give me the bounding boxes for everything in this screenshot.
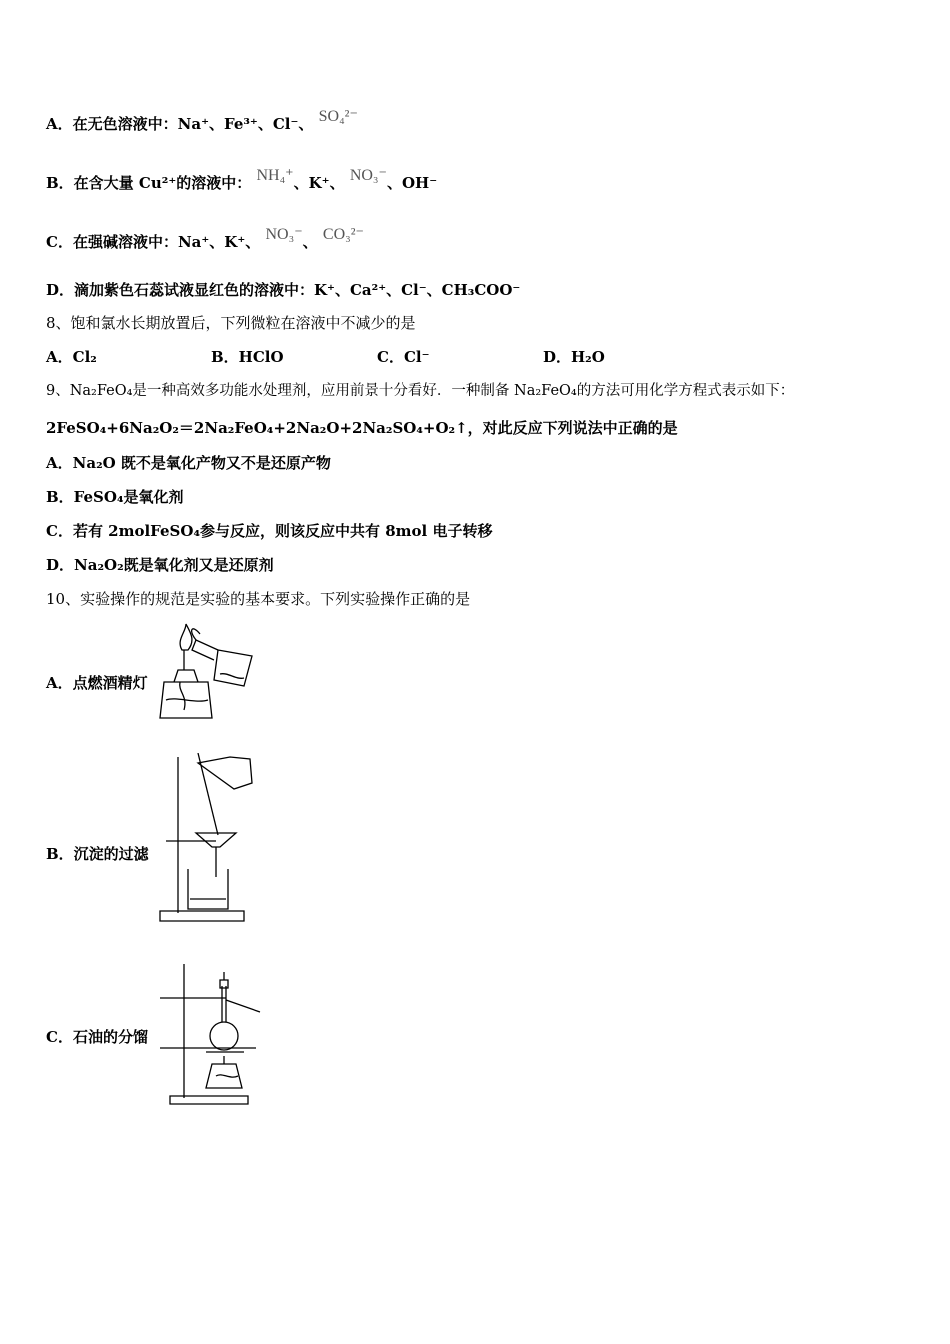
q9-option-c: C．若有 2molFeSO₄参与反应，则该反应中共有 8mol 电子转移	[46, 522, 493, 540]
q7-option-b: B．在含大量 Cu²⁺的溶液中： NH₄⁺、K⁺、 NO₃⁻、OH⁻	[46, 167, 438, 192]
q10-option-a-label: A．点燃酒精灯	[46, 674, 148, 692]
alcohol-lamp-lighting-figure	[156, 620, 262, 726]
q7-option-a: A．在无色溶液中：Na⁺、Fe³⁺、Cl⁻、 SO₄²⁻	[46, 108, 358, 133]
q8-options	[46, 347, 646, 367]
q7-option-c: C．在强碱溶液中：Na⁺、K⁺、 NO₃⁻、 CO₃²⁻	[46, 226, 364, 251]
q9-stem-line1: 9、Na₂FeO₄是一种高效多功能水处理剂，应用前景十分看好．一种制备 Na₂FeO₄的方法可用化学方程式表示如下：	[46, 383, 795, 399]
q9-option-a: A．Na₂O 既不是氧化产物又不是还原产物	[46, 454, 331, 472]
q7-option-d: D．滴加紫色石蕊试液显红色的溶液中：K⁺、Ca²⁺、Cl⁻、CH₃COO⁻	[46, 281, 521, 299]
q8-option-c: C．Cl⁻	[377, 348, 430, 366]
petroleum-distillation-figure	[156, 960, 266, 1106]
q8-stem: 8、饱和氯水长期放置后，下列微粒在溶液中不减少的是	[46, 314, 416, 332]
q8-option-b: B．HClO	[211, 348, 284, 366]
q10-stem: 10、实验操作的规范是实验的基本要求。下列实验操作正确的是	[46, 590, 471, 608]
filtration-apparatus-figure	[156, 753, 256, 925]
q9-option-d: D．Na₂O₂既是氧化剂又是还原剂	[46, 556, 274, 574]
q8-option-a: A．Cl₂	[46, 348, 97, 366]
q10-option-b-label: B．沉淀的过滤	[46, 845, 149, 863]
q9-option-b: B．FeSO₄是氧化剂	[46, 488, 184, 506]
q10-option-c-label: C．石油的分馏	[46, 1028, 148, 1046]
q9-stem-line2: 2FeSO₄+6Na₂O₂＝2Na₂FeO₄+2Na₂O+2Na₂SO₄+O₂↑，对此反应下列说法中正确的是	[46, 419, 678, 437]
q8-option-d: D．H₂O	[543, 348, 605, 366]
